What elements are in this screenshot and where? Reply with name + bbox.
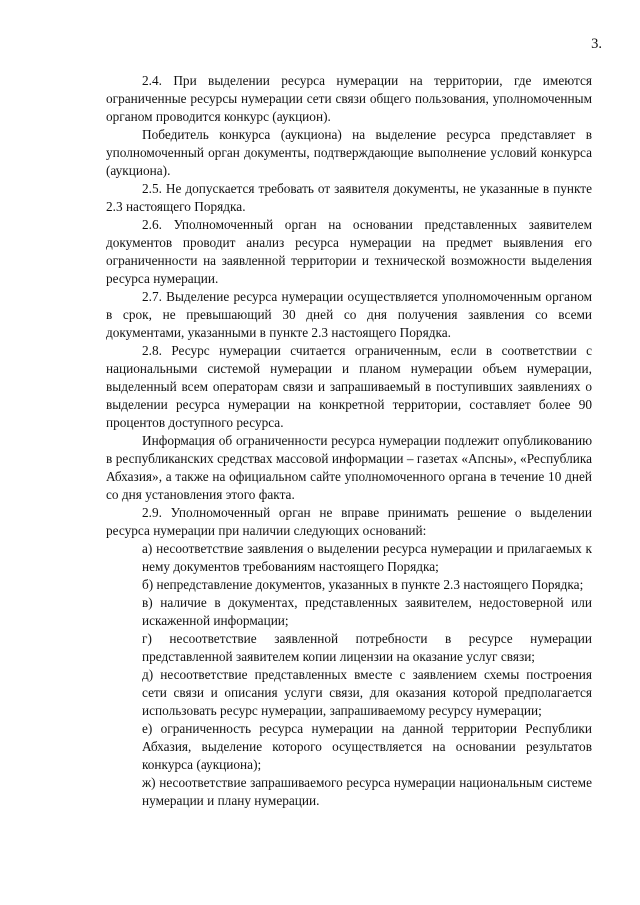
paragraph-2-9: 2.9. Уполномоченный орган не вправе принимать решение о выделении ресурса нумерации при наличии следующих оснований: — [106, 505, 592, 538]
paragraph-information: Информация об ограниченности ресурса нумерации подлежит опубликованию в республиканских средствах массовой информации – газетах «Апсны», «Республика Абхазия», а также на официальном сайте уполномоченного органа в течение 10 дней со дня установления этого факта. — [106, 433, 592, 502]
paragraph-winner: Победитель конкурса (аукциона) на выделение ресурса представляет в уполномоченный орган документы, подтверждающие выполнение условий конкурса (аукциона). — [106, 127, 592, 178]
list-item-b: б) непредставление документов, указанных в пункте 2.3 настоящего Порядка; — [142, 577, 584, 592]
list-item-zh: ж) несоответствие запрашиваемого ресурса нумерации национальным системе нумерации и плану нумерации. — [142, 775, 592, 808]
paragraph-2-5: 2.5. Не допускается требовать от заявителя документы, не указанные в пункте 2.3 настоящего Порядка. — [106, 181, 592, 214]
paragraph-2-4: 2.4. При выделении ресурса нумерации на территории, где имеются ограниченные ресурсы нумерации сети связи общего пользования, уполномоченным органом проводится конкурс (аукцион). — [106, 73, 592, 124]
paragraph-2-6: 2.6. Уполномоченный орган на основании представленных заявителем документов проводит анализ ресурса нумерации на предмет выявления его ограниченности на заявленной территории и технической возможности выделения ресурса нумерации. — [106, 217, 592, 286]
paragraph-2-7: 2.7. Выделение ресурса нумерации осуществляется уполномоченным органом в срок, не превышающий 30 дней со дня получения заявления со всеми документами, указанными в пункте 2.3 настоящего Порядка. — [106, 289, 592, 340]
list-item-g: г) несоответствие заявленной потребности в ресурсе нумерации представленной заявителем копии лицензии на оказание услуг связи; — [142, 631, 592, 664]
list-item-a: а) несоответствие заявления о выделении ресурса нумерации и прилагаемых к нему документов требованиям настоящего Порядка; — [142, 541, 592, 574]
list-item-d: д) несоответствие представленных вместе с заявлением схемы построения сети связи и описания услуги связи, для оказания которой предполагается использовать ресурс нумерации, запрашиваемому ресурсу нумерации; — [142, 667, 592, 718]
list-item-v: в) наличие в документах, представленных заявителем, недостоверной или искаженной информации; — [142, 595, 592, 628]
page-number: 3. — [591, 36, 602, 52]
paragraph-2-8: 2.8. Ресурс нумерации считается ограниченным, если в соответствии с национальными системой нумерации и планом нумерации объем нумерации, выделенный всем операторам связи и запрашиваемый в поступивших заявлениях о выделении ресурса нумерации на конкретной территории, составляет более 90 процентов доступного ресурса. — [106, 343, 592, 430]
list-item-e: е) ограниченность ресурса нумерации на данной территории Республики Абхазия, выделение которого осуществляется на основании результатов конкурса (аукциона); — [142, 721, 592, 772]
document-body — [106, 72, 592, 810]
